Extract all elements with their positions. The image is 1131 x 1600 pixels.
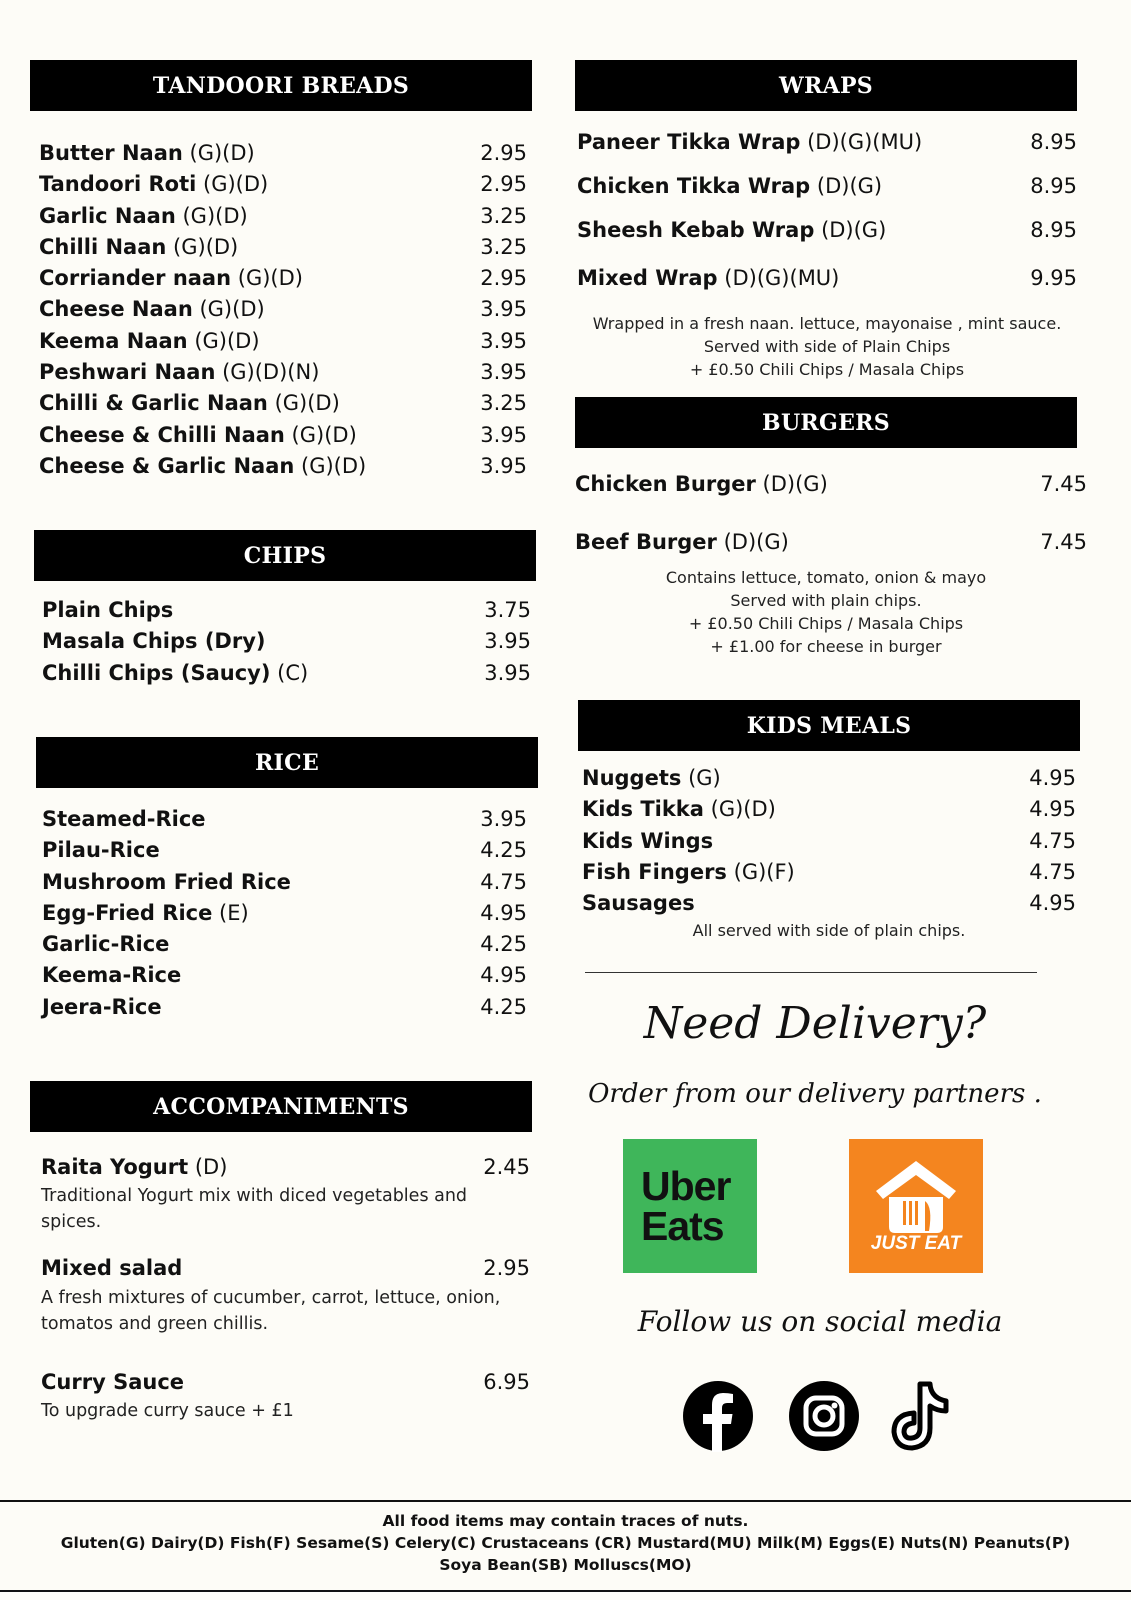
item-name-group <box>42 929 169 960</box>
chips-section <box>34 530 536 685</box>
item-price: 4.95 <box>480 900 527 925</box>
menu-item <box>39 232 527 263</box>
item-name-group <box>39 263 303 294</box>
item-allergens: (E) <box>219 900 249 925</box>
item-name: Raita Yogurt <box>41 1155 189 1179</box>
menu-item <box>582 763 1076 794</box>
uber-eats-logo[interactable]: Uber Eats <box>623 1139 757 1273</box>
item-name: Cheese & Garlic Naan <box>39 453 295 478</box>
menu-item <box>39 326 527 357</box>
item-name: Masala Chips (Dry) <box>42 629 266 654</box>
item-allergens: (G)(F) <box>733 859 795 884</box>
item-allergens: (C) <box>277 660 309 685</box>
item-allergens: (G)(D) <box>710 797 776 822</box>
burgers-header: BURGERS <box>575 397 1077 448</box>
menu-item <box>39 420 527 451</box>
left-column <box>30 0 535 1460</box>
rice-section <box>36 737 538 1019</box>
menu-item <box>42 835 527 866</box>
item-name: Keema-Rice <box>42 963 182 988</box>
menu-item <box>582 794 1076 825</box>
menu-item <box>39 201 527 232</box>
allergen-footer <box>0 1510 1131 1576</box>
menu-item <box>42 595 531 626</box>
menu-item: Chicken Burger (D)(G) 7.45 <box>575 472 1087 496</box>
burgers-note: Contains lettuce, tomato, onion & mayo Served with plain chips. + £0.50 Chili Chips / Masala Chips + £1.00 for cheese in burger <box>665 568 987 656</box>
tandoori-section <box>30 60 532 478</box>
item-price: 4.95 <box>1029 891 1076 916</box>
menu-item <box>582 888 1076 919</box>
instagram-icon[interactable] <box>788 1380 860 1452</box>
item-price: 3.95 <box>484 660 531 685</box>
item-name-group <box>582 857 795 888</box>
item-description: Traditional Yogurt mix with diced vegetables and spices. <box>41 1186 468 1233</box>
divider <box>585 972 1037 973</box>
menu-item <box>42 658 531 689</box>
item-description: A fresh mixtures of cucumber, carrot, lettuce, onion, tomatos and green chillis. <box>41 1287 501 1334</box>
item-name: Nuggets <box>582 766 682 790</box>
footer-top-rule <box>0 1500 1131 1502</box>
menu-item <box>39 357 527 388</box>
item-name: Fish Fingers <box>582 859 727 884</box>
item-name: Cheese & Chilli Naan <box>39 422 285 447</box>
menu-item <box>39 388 527 419</box>
accompaniment-salad <box>41 1253 530 1336</box>
item-allergens: (G)(D) <box>291 422 357 447</box>
item-name: Kids Tikka <box>582 797 704 822</box>
item-name-group <box>42 804 206 835</box>
chips-items <box>34 595 531 689</box>
wraps-section <box>575 60 1077 379</box>
footer-bottom-rule <box>0 1590 1131 1592</box>
item-allergens: (D) <box>194 1155 228 1179</box>
menu-item <box>39 169 527 200</box>
facebook-icon[interactable] <box>682 1380 754 1452</box>
social-heading: Follow us on social media <box>637 1305 1003 1338</box>
item-name-group <box>42 626 266 657</box>
tiktok-icon[interactable] <box>884 1380 956 1452</box>
item-price: 4.75 <box>1029 828 1076 853</box>
kids-note: All served with side of plain chips. <box>692 921 966 941</box>
accompaniments-items <box>30 1152 530 1424</box>
delivery-heading: Need Delivery? <box>643 998 987 1049</box>
item-name: Garlic-Rice <box>42 932 170 957</box>
item-name-group <box>42 867 291 898</box>
item-price: 3.95 <box>484 629 531 654</box>
item-name: Jeera-Rice <box>42 994 162 1019</box>
item-price: 3.95 <box>480 328 527 353</box>
rice-items <box>36 804 527 1023</box>
chips-header: CHIPS <box>34 530 536 581</box>
menu-item: Chicken Tikka Wrap (D)(G) 8.95 <box>577 174 1077 198</box>
item-price: 3.95 <box>480 453 527 478</box>
item-name: Sausages <box>582 891 695 916</box>
item-price: 4.75 <box>1029 859 1076 884</box>
item-price: 4.95 <box>1029 797 1076 822</box>
item-price: 4.95 <box>480 963 527 988</box>
item-name: Chilli & Garlic Naan <box>39 391 268 416</box>
item-name-group <box>39 201 248 232</box>
kids-section <box>578 700 1080 941</box>
item-price: 2.95 <box>480 172 527 197</box>
burgers-section <box>575 397 1087 656</box>
item-allergens: (G)(D) <box>203 172 269 197</box>
item-price: 3.25 <box>480 234 527 259</box>
item-name: Peshwari Naan <box>39 360 216 385</box>
menu-item <box>42 929 527 960</box>
menu-item <box>39 263 527 294</box>
item-name-group <box>39 326 260 357</box>
menu-item <box>582 857 1076 888</box>
wraps-note: Wrapped in a fresh naan. lettuce, mayonaise , mint sauce. Served with side of Plain Chips + £0.50 Chili Chips / Masala Chips <box>592 314 1062 379</box>
item-allergens: (G)(D) <box>301 453 367 478</box>
menu-item <box>42 960 527 991</box>
item-price: 3.95 <box>480 297 527 322</box>
menu-item <box>42 626 531 657</box>
item-allergens: (G)(D) <box>182 203 248 228</box>
item-name-group <box>39 451 366 482</box>
item-name-group <box>582 826 713 857</box>
item-allergens: (G)(D) <box>237 266 303 291</box>
item-description: To upgrade curry sauce + £1 <box>41 1400 294 1421</box>
menu-item: Mixed Wrap (D)(G)(MU) 9.95 <box>577 266 1077 290</box>
item-price: 2.95 <box>483 1256 530 1281</box>
item-name: Egg-Fried Rice <box>42 900 213 925</box>
item-price: 3.25 <box>480 391 527 416</box>
menu-item <box>39 294 527 325</box>
kids-header: KIDS MEALS <box>578 700 1080 751</box>
item-name-group <box>582 763 721 794</box>
item-price: 4.25 <box>480 932 527 957</box>
item-price: 2.95 <box>480 266 527 291</box>
item-name: Pilau-Rice <box>42 838 160 863</box>
item-name-group <box>42 992 162 1023</box>
item-name-group <box>42 898 249 929</box>
menu-item <box>42 804 527 835</box>
item-name: Chilli Naan <box>39 234 167 259</box>
item-name-group <box>39 232 238 263</box>
item-name: Butter Naan <box>39 141 183 165</box>
item-name: Cheese Naan <box>39 297 193 322</box>
item-name: Mushroom Fried Rice <box>42 869 291 894</box>
footer-nuts-warning: All food items may contain traces of nuts. <box>382 1512 749 1530</box>
item-price: 4.25 <box>480 838 527 863</box>
footer-allergen-key: Gluten(G) Dairy(D) Fish(F) Sesame(S) Celery(C) Crustaceans (CR) Mustard(MU) Milk(M) Eggs(E) Nuts(N) Peanuts(P) <box>60 1534 1071 1552</box>
footer-allergen-key-cont: Soya Bean(SB) Molluscs(MO) <box>439 1556 692 1574</box>
item-price: 4.75 <box>480 869 527 894</box>
menu-item: Beef Burger (D)(G) 7.45 <box>575 530 1087 554</box>
item-price: 3.95 <box>480 807 527 831</box>
accompaniments-header: ACCOMPANIMENTS <box>30 1081 532 1132</box>
item-name: Tandoori Roti <box>39 172 197 197</box>
tandoori-header: TANDOORI BREADS <box>30 60 532 111</box>
menu-item <box>42 992 527 1023</box>
item-allergens: (G)(D) <box>173 234 239 259</box>
item-price: 3.25 <box>480 203 527 228</box>
item-allergens: (G)(D) <box>274 391 340 416</box>
accompaniment-raita <box>41 1152 530 1235</box>
item-allergens: (G) <box>688 766 721 790</box>
burgers-items <box>575 462 1087 658</box>
menu-item <box>42 867 527 898</box>
delivery-subheading: Order from our delivery partners . <box>588 1079 1042 1109</box>
item-name: Chilli Chips (Saucy) <box>42 660 271 685</box>
item-name: Garlic Naan <box>39 203 176 228</box>
item-name: Corriander naan <box>39 266 232 291</box>
rice-header: RICE <box>36 737 538 788</box>
item-name-group <box>39 294 265 325</box>
item-allergens: (G)(D) <box>189 141 255 165</box>
tandoori-items <box>30 138 527 482</box>
item-name: Steamed-Rice <box>42 807 206 831</box>
item-name-group <box>42 595 173 626</box>
item-price: 2.45 <box>483 1155 530 1179</box>
item-name-group <box>42 658 308 689</box>
menu-item <box>39 138 527 169</box>
item-name: Plain Chips <box>42 598 174 622</box>
menu-item <box>42 898 527 929</box>
item-price: 4.95 <box>1029 766 1076 790</box>
item-name-group <box>39 169 268 200</box>
item-name-group <box>42 960 181 991</box>
item-allergens: (G)(D) <box>199 297 265 322</box>
item-name-group <box>582 794 776 825</box>
item-price: 3.95 <box>480 422 527 447</box>
wraps-header: WRAPS <box>575 60 1077 111</box>
item-name-group <box>39 357 319 388</box>
accompaniments-section <box>30 1081 532 1424</box>
item-price: 2.95 <box>480 141 527 165</box>
wraps-items <box>575 120 1077 381</box>
menu-item: Sheesh Kebab Wrap (D)(G) 8.95 <box>577 218 1077 242</box>
item-name: Curry Sauce <box>41 1369 185 1394</box>
item-name: Kids Wings <box>582 828 714 853</box>
accompaniment-curry-sauce <box>41 1367 530 1424</box>
item-name-group <box>39 420 357 451</box>
menu-item <box>582 826 1076 857</box>
menu-item: Paneer Tikka Wrap (D)(G)(MU) 8.95 <box>577 130 1077 154</box>
just-eat-logo[interactable]: JUST EAT <box>849 1139 983 1273</box>
menu-item <box>39 451 527 482</box>
item-name-group <box>42 835 160 866</box>
item-name: Keema Naan <box>39 328 188 353</box>
item-name-group <box>39 138 255 169</box>
item-price: 3.95 <box>480 360 527 385</box>
item-price: 3.75 <box>484 598 531 622</box>
item-name-group <box>582 888 695 919</box>
item-price: 4.25 <box>480 994 527 1019</box>
item-name-group <box>39 388 340 419</box>
kids-items <box>578 763 1076 919</box>
item-name: Mixed salad <box>41 1256 183 1281</box>
item-price: 6.95 <box>483 1369 530 1394</box>
item-allergens: (G)(D)(N) <box>222 360 320 385</box>
item-allergens: (G)(D) <box>194 328 260 353</box>
